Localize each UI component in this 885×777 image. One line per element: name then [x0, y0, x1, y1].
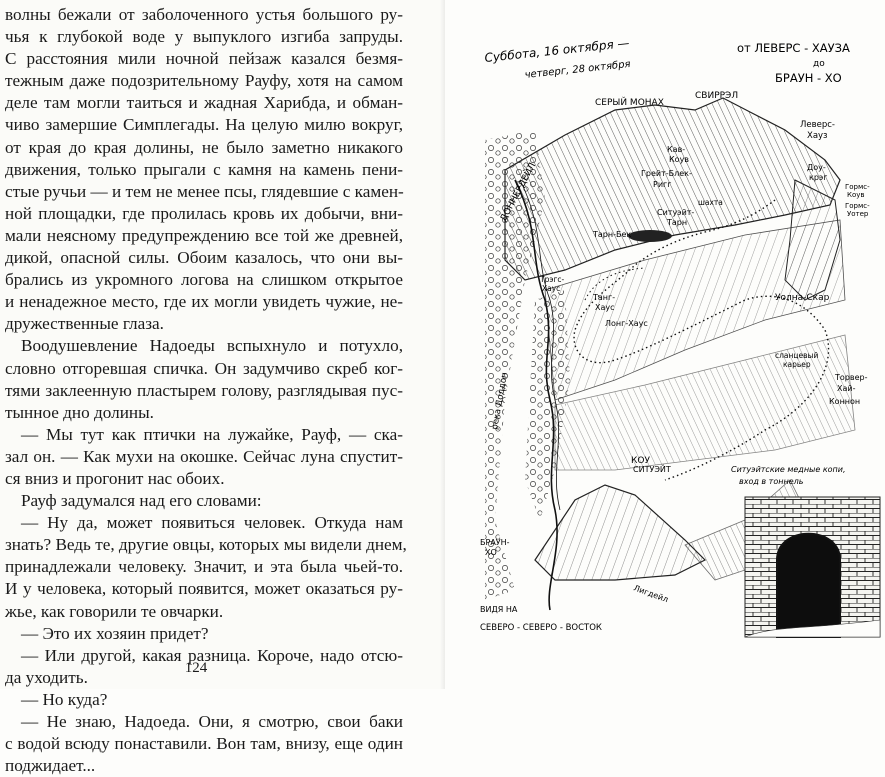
text-line: И у человека, который появится, может оказаться ру-	[5, 579, 403, 599]
text-line: тынное дно долины.	[5, 402, 154, 422]
map-dates-line-1: Суббота, 16 октября —	[483, 35, 631, 65]
label-slantsevyi-1: сланцевый	[775, 351, 819, 360]
label-gorms-kouv-1: Гормс-	[845, 183, 870, 191]
text-line: стые ручьи — и тем не менее псы, глядевшие с камен-	[5, 181, 404, 201]
text-line: С расстояния мили ночной пейзаж казался безмя-	[5, 49, 403, 69]
label-long-khaus: Лонг-Хаус	[605, 319, 648, 328]
label-tregs-2: Хаус	[542, 284, 561, 293]
label-tang-khaus-1: Танг-	[593, 293, 616, 302]
text-line: Рауф задумался над его словами:	[21, 491, 262, 511]
text-line: — Или другой, какая разница. Короче, надо отсю-	[21, 645, 403, 665]
label-levers-khauz-1: Леверс-	[800, 120, 835, 130]
text-line: словно отгоревшая спичка. Он задумчиво скреб ког-	[5, 358, 403, 378]
text-line: волны бежали от заболоченного устья большого ру-	[5, 5, 403, 24]
label-situeit: СИТУЭЙТ	[633, 465, 671, 474]
text-line: чья к глубокой воде у выпуклого изгиба запруды.	[5, 27, 403, 47]
view-direction-line-2: СЕВЕРО - СЕВЕРО - ВОСТОК	[480, 623, 602, 633]
right-page	[445, 0, 885, 689]
label-ulna-skar: Уолна-Скар	[775, 293, 830, 303]
text-line: тями заклеенную пластырем голову, разглядывая пус-	[5, 380, 403, 400]
label-reka-doddon: река Доддон	[490, 371, 511, 431]
text-line: от края до края долины, не было заметно никакого	[5, 137, 403, 157]
text-line: жье, как говорили те овчарки.	[5, 601, 224, 621]
label-tarn-bek: Тарн-Бек	[593, 230, 632, 239]
woodland-lower	[525, 290, 570, 520]
map-dates-line-2: четверг, 28 октября	[524, 58, 632, 81]
label-gorms-kouv-2: Коув	[847, 191, 865, 199]
label-levers-khauz-2: Хауз	[807, 131, 828, 141]
tunnel-inset	[745, 497, 880, 637]
label-torver-2: Хай-	[837, 384, 856, 393]
label-braun-kho-1: БРАУН-	[480, 538, 510, 547]
text-line: — Ну да, может появиться человек. Откуда нам	[21, 513, 403, 533]
text-line: принадлежали человеку. Значит, и эта была чьей-то.	[5, 557, 403, 577]
label-donnerdeil: ДОННЕРДЕЙЛ	[498, 161, 539, 224]
label-greit-blek-1: Грейт-Блек-	[641, 169, 692, 178]
text-line: да уходить.	[5, 667, 88, 687]
label-ligdeil: Лигдейл	[632, 583, 670, 605]
view-direction-line-1: ВИДЯ НА	[480, 605, 518, 614]
kou-peak	[535, 485, 705, 580]
label-braun-kho-2: ХО	[485, 548, 497, 557]
text-line: тежным даже подозрительному Рауфу, хотя на самом	[5, 71, 403, 91]
label-dou-kreg-1: Доу-	[807, 163, 826, 172]
text-line: чиво замершие Симплегады. На целую милю вокруг,	[5, 115, 403, 135]
tunnel-entrance	[777, 534, 840, 637]
text-line: зал он. — Как мухи на окошке. Сейчас луна спустит-	[5, 446, 403, 466]
text-line: и ненадежное место, где их могли увидеть чужие, не-	[5, 292, 403, 312]
text-line: поджидает...	[5, 756, 96, 776]
text-line: деле там могли таиться и жадная Харибда, и обман-	[5, 93, 403, 113]
map-route-from: от ЛЕВЕРС - ХАУЗА	[737, 41, 850, 55]
text-line: ной площадки, где пролилась кровь их добычи, вни-	[5, 203, 403, 223]
label-kav-kouv-1: Кав-	[667, 145, 686, 154]
label-greit-blek-2: Ригг	[653, 180, 672, 189]
label-seryi-monakh: СЕРЫЙ МОНАХ	[595, 98, 664, 108]
label-svirrel: СВИРРЭЛ	[695, 91, 739, 101]
text-line: с водой всюду понаставили. Вон там, внизу, еще один	[5, 734, 403, 754]
label-mednye-kopi-1: Ситуэйтские медные копи,	[731, 465, 846, 474]
label-tregs-1: Трэгс-	[540, 275, 565, 284]
label-torver-3: Коннон	[829, 397, 861, 406]
label-torver-1: Торвер-	[835, 373, 868, 382]
text-line: брались из укромного логова на слишком открытое	[5, 270, 403, 290]
label-kav-kouv-2: Коув	[669, 155, 690, 164]
text-line: дикой, опасной силы. Обоим казалось, что они вы-	[5, 248, 403, 268]
label-slantsevyi-2: карьер	[783, 360, 811, 369]
text-line: мали неясному предупреждению все той же древней,	[5, 225, 403, 245]
label-shakhta: шахта	[698, 198, 723, 207]
text-line: движения, только прыгали с камня на камень пени-	[5, 159, 403, 179]
label-gorms-uoter-1: Гормс-	[845, 202, 870, 210]
text-line: знать? Ведь те, другие овцы, которых мы видели днем,	[5, 535, 407, 555]
label-mednye-kopi-2: вход в тоннель	[739, 477, 804, 486]
label-dou-kreg-2: крэг	[809, 173, 828, 182]
label-situeit-tarn-1: Ситуэйт-	[657, 208, 695, 217]
label-tang-khaus-2: Хаус	[595, 303, 615, 312]
label-koui: КОУ	[631, 456, 650, 466]
map-route-to-word: до	[813, 59, 825, 69]
text-line: дружественные глаза.	[5, 314, 164, 334]
text-line: — Но куда?	[21, 689, 108, 709]
label-gorms-uoter-2: Уотер	[847, 210, 869, 218]
route-map-illustration	[445, 0, 885, 689]
text-line: Воодушевление Надоеды вспыхнуло и потухло,	[21, 336, 403, 356]
text-line: — Не знаю, Надоеда. Они, я смотрю, свои баки	[21, 712, 403, 731]
text-line: — Мы тут как птички на лужайке, Рауф, — ска-	[21, 424, 403, 444]
text-line: — Это их хозяин придет?	[21, 623, 209, 643]
text-line: ся вниз и прогонит нас обоих.	[5, 468, 225, 488]
map-route-dest: БРАУН - ХО	[775, 71, 842, 85]
page-number: 124	[184, 660, 208, 676]
label-situeit-tarn-2: Тарн	[667, 218, 688, 227]
seathwaite-tarn	[628, 230, 672, 242]
